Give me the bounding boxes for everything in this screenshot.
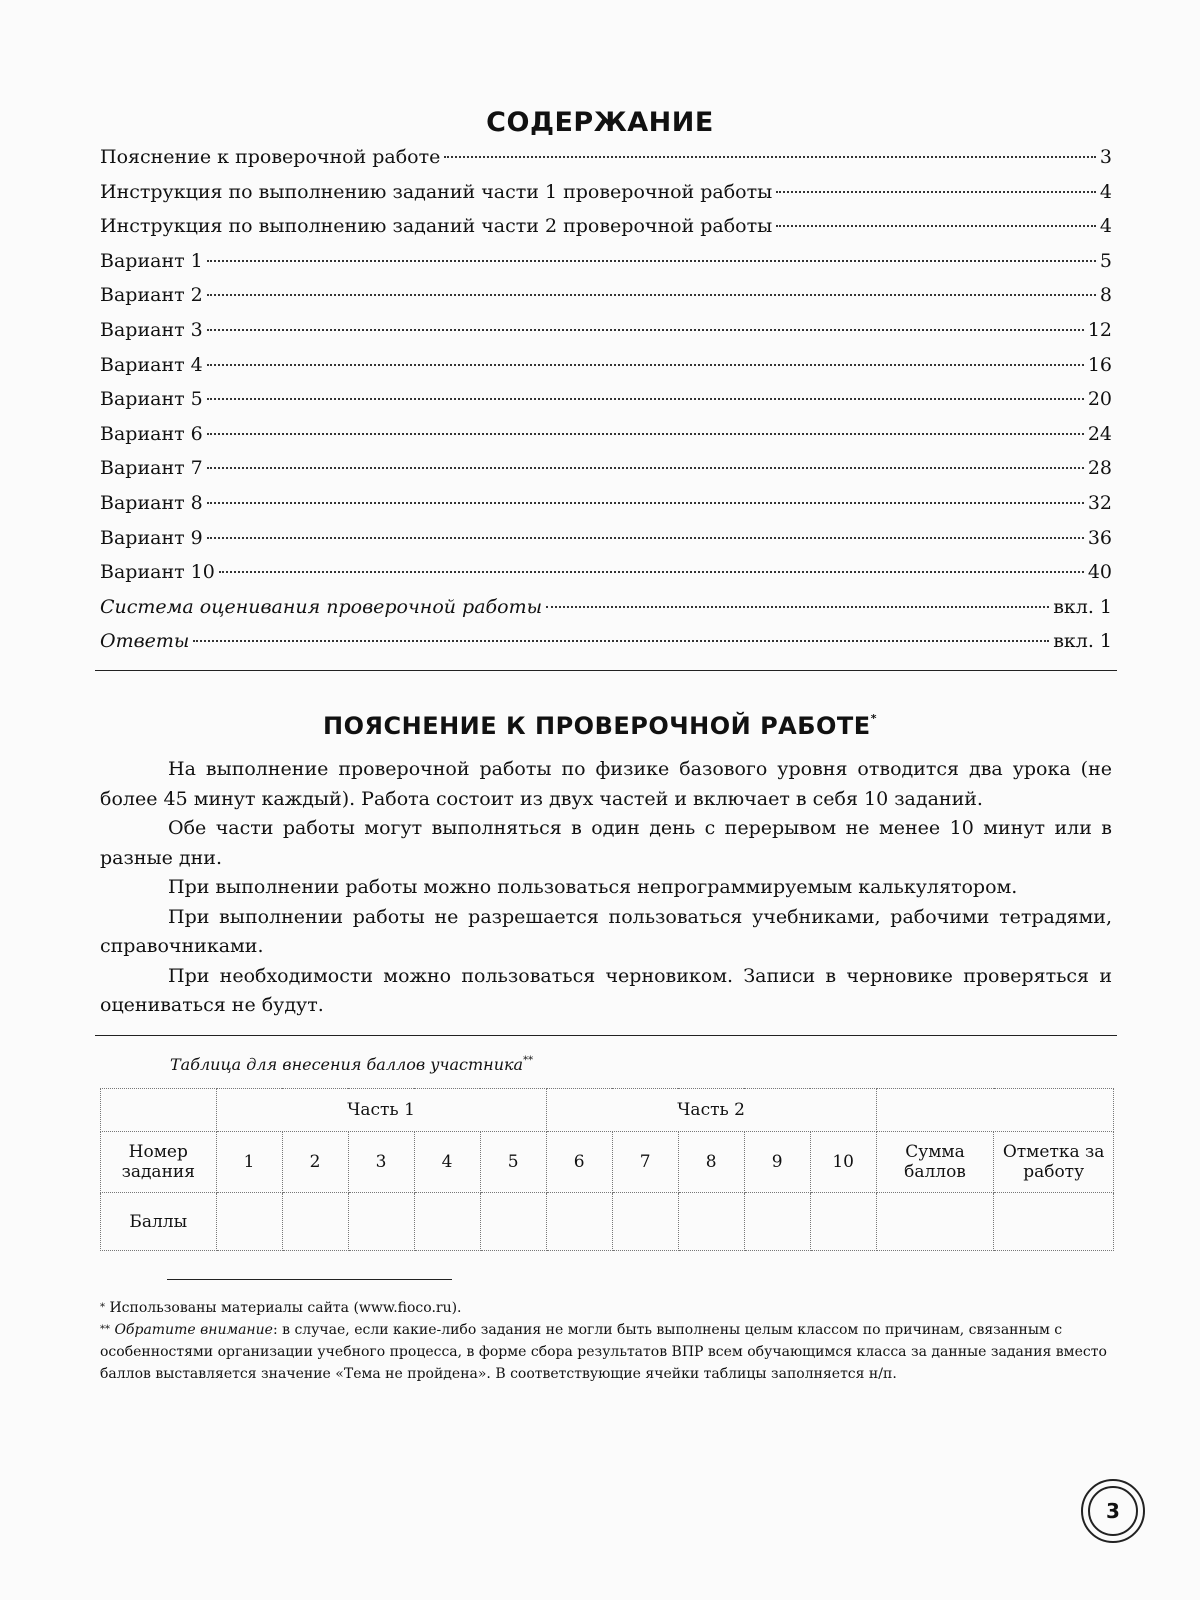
toc-item-page: вкл. 1 [1053, 630, 1112, 653]
footnote-2-mark: ** [100, 1324, 110, 1335]
toc-leader-dots [207, 329, 1084, 331]
toc-item-label: Пояснение к проверочной работе [100, 146, 441, 168]
toc-item [100, 354, 1112, 389]
footnote-2 [100, 1319, 1112, 1385]
task-number-cell: 9 [744, 1132, 810, 1193]
toc-item [100, 423, 1112, 458]
footnotes [100, 1297, 1112, 1385]
footnote-1 [100, 1297, 1112, 1319]
toc-item-page: 3 [1099, 146, 1112, 168]
score-input-cell[interactable] [744, 1193, 810, 1251]
toc-item-label: Вариант 3 [100, 318, 203, 341]
points-label: Баллы [101, 1193, 217, 1251]
toc-item-label: Вариант 7 [100, 457, 203, 480]
toc-leader-dots [546, 606, 1049, 608]
toc-item-label: Инструкция по выполнению заданий части 2 проверочной работы [100, 215, 773, 238]
toc-item-label: Вариант 4 [100, 353, 203, 376]
table-caption-text: Таблица для внесения баллов участника [170, 1055, 524, 1074]
toc-item-label: Вариант 10 [100, 561, 215, 584]
paragraph: Обе части работы могут выполняться в один день с перерывом не менее 10 минут или в разные дни. [100, 817, 1112, 869]
score-table [100, 1088, 1114, 1251]
footnote-divider [167, 1279, 452, 1280]
toc-item [100, 457, 1112, 492]
score-input-cell[interactable] [546, 1193, 612, 1251]
task-number-cell: 5 [480, 1132, 546, 1193]
score-input-cell[interactable] [480, 1193, 546, 1251]
toc-item-page: 5 [1099, 249, 1112, 272]
toc-item [100, 596, 1112, 631]
task-number-cell: 6 [546, 1132, 612, 1193]
heading-footnote-mark: * [870, 712, 877, 725]
table-caption [170, 1055, 533, 1074]
toc-item-label: Вариант 5 [100, 388, 203, 411]
toc-leader-dots [207, 260, 1096, 262]
toc-item-label: Вариант 1 [100, 249, 203, 272]
toc-item-page: вкл. 1 [1053, 595, 1112, 618]
task-number-label: Номер задания [101, 1132, 217, 1193]
toc-item-page: 12 [1087, 318, 1112, 341]
paragraph: При выполнении работы можно пользоваться непрограммируемым калькулятором. [168, 876, 1018, 898]
toc-item-page: 24 [1087, 422, 1112, 445]
toc-item-page: 8 [1099, 284, 1112, 307]
task-number-cell: 8 [678, 1132, 744, 1193]
toc-item [100, 492, 1112, 527]
toc-heading: СОДЕРЖАНИЕ [486, 107, 714, 138]
toc-item [100, 388, 1112, 423]
toc-leader-dots [207, 502, 1084, 504]
toc-item [100, 181, 1112, 216]
sum-label: Сумма баллов [876, 1132, 994, 1193]
toc-leader-dots [207, 294, 1096, 296]
page-number: 3 [1088, 1486, 1138, 1536]
toc-item-label: Вариант 6 [100, 422, 203, 445]
toc-item [100, 215, 1112, 250]
toc-item [100, 284, 1112, 319]
toc-item [100, 561, 1112, 596]
part1-header: Часть 1 [216, 1089, 546, 1132]
score-input-cell[interactable] [414, 1193, 480, 1251]
task-number-cell: 3 [348, 1132, 414, 1193]
score-input-cell[interactable] [612, 1193, 678, 1251]
task-number-cell: 2 [282, 1132, 348, 1193]
footnote-1-text: Использованы материалы сайта (www.fioco.ru). [109, 1300, 462, 1316]
task-number-cell: 7 [612, 1132, 678, 1193]
section-heading-text: ПОЯСНЕНИЕ К ПРОВЕРОЧНОЙ РАБОТЕ [323, 712, 871, 740]
score-input-cell[interactable] [810, 1193, 876, 1251]
sum-score-cell[interactable] [876, 1193, 994, 1251]
task-number-cell: 4 [414, 1132, 480, 1193]
toc-leader-dots [193, 640, 1049, 642]
table-corner-cell [101, 1089, 217, 1132]
toc-item-page: 16 [1087, 353, 1112, 376]
table-of-contents [100, 146, 1112, 665]
toc-item-label: Вариант 8 [100, 491, 203, 514]
grade-cell[interactable] [994, 1193, 1114, 1251]
footnote-1-mark: * [100, 1302, 105, 1313]
task-number-cell: 1 [216, 1132, 282, 1193]
toc-leader-dots [444, 156, 1096, 158]
toc-item-label: Ответы [100, 630, 190, 653]
score-input-cell[interactable] [282, 1193, 348, 1251]
toc-item-page: 28 [1087, 457, 1112, 480]
explanation-text [100, 755, 1112, 1021]
toc-leader-dots [207, 364, 1084, 366]
paragraph: При необходимости можно пользоваться черновиком. Записи в черновике проверяться и оцениваться не будут. [100, 964, 1112, 1016]
toc-item-label: Система оценивания проверочной работы [100, 595, 543, 618]
toc-leader-dots [219, 571, 1084, 573]
page-number-badge [1081, 1479, 1145, 1543]
footnote-2-emphasis: Обратите внимание [114, 1322, 273, 1338]
toc-leader-dots [207, 467, 1084, 469]
caption-footnote-mark: ** [523, 1055, 534, 1066]
toc-item-page: 20 [1087, 388, 1112, 411]
toc-item [100, 527, 1112, 562]
toc-leader-dots [207, 433, 1084, 435]
divider [95, 670, 1117, 671]
toc-item [100, 250, 1112, 285]
score-input-cell[interactable] [216, 1193, 282, 1251]
toc-leader-dots [776, 191, 1096, 193]
toc-leader-dots [207, 537, 1084, 539]
task-number-cell: 10 [810, 1132, 876, 1193]
toc-item-page: 4 [1099, 180, 1112, 203]
summary-header-cell [876, 1089, 1113, 1132]
part2-header: Часть 2 [546, 1089, 876, 1132]
toc-item-page: 4 [1099, 215, 1112, 238]
footnote-2-text: : в случае, если какие-либо задания не могли быть выполнены целым классом по причинам, связанным с особенностями организации учебного процесса, в форме сбора результатов ВПР всем обучающимся класса за данные задания вместо баллов выставляется значение «Тема не пройдена». В соответствующие ячейки таблицы заполняется н/п. [100, 1322, 1107, 1382]
toc-item-label: Вариант 9 [100, 526, 203, 549]
score-input-cell[interactable] [348, 1193, 414, 1251]
toc-item-label: Вариант 2 [100, 284, 203, 307]
toc-item [100, 630, 1112, 665]
toc-item-page: 32 [1087, 491, 1112, 514]
grade-label: Отметка за работу [994, 1132, 1114, 1193]
section-heading [0, 712, 1200, 740]
toc-item-page: 40 [1087, 561, 1112, 584]
paragraph: На выполнение проверочной работы по физике базового уровня отводится два урока (не более 45 минут каждый). Работа состоит из двух частей и включает в себя 10 заданий. [100, 758, 1112, 810]
paragraph: При выполнении работы не разрешается пользоваться учебниками, рабочими тетрадями, справочниками. [100, 905, 1112, 957]
toc-leader-dots [207, 398, 1084, 400]
score-input-cell[interactable] [678, 1193, 744, 1251]
toc-leader-dots [776, 225, 1096, 227]
divider [95, 1035, 1117, 1036]
toc-item-label: Инструкция по выполнению заданий части 1 проверочной работы [100, 180, 773, 203]
toc-item [100, 319, 1112, 354]
toc-item-page: 36 [1087, 526, 1112, 549]
toc-item [100, 146, 1112, 181]
